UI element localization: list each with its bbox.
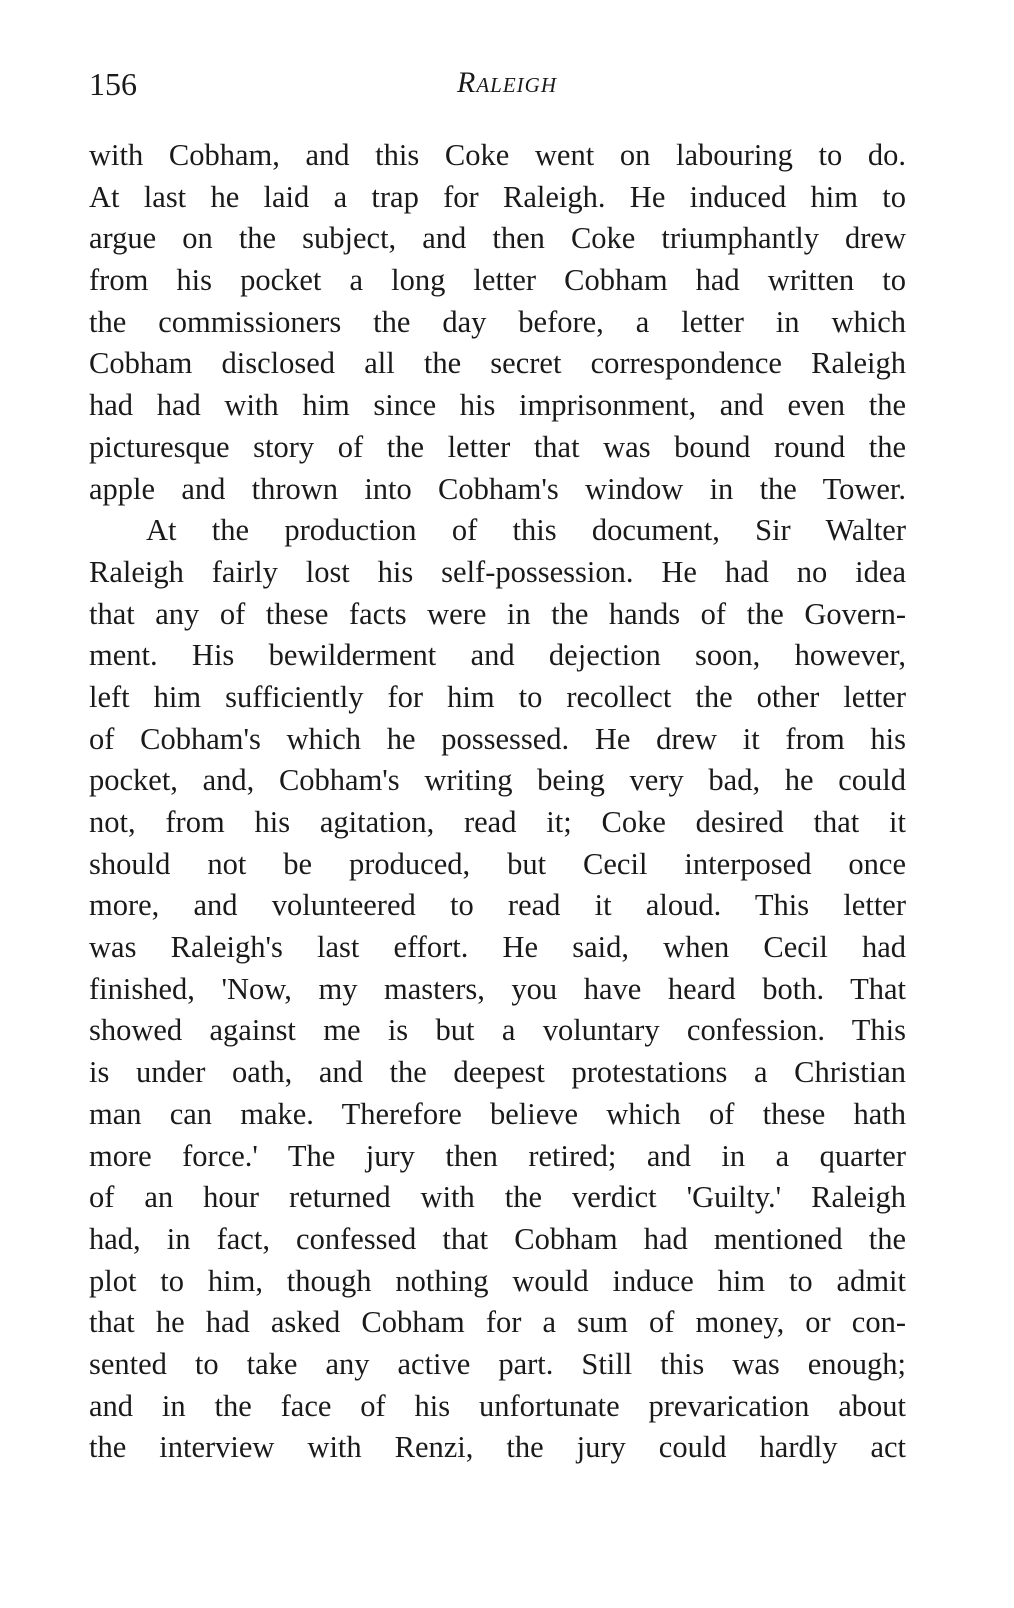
text-line: At last he laid a trap for Raleigh. He induced him to (89, 179, 906, 214)
text-line: should not be produced, but Cecil interposed once (89, 846, 906, 881)
text-line: is under oath, and the deepest protestations a Christian (89, 1055, 906, 1090)
text-line: the interview with Renzi, the jury could hardly act (89, 1430, 906, 1465)
text-line: Cobham disclosed all the secret correspondence Raleigh (89, 346, 906, 381)
text-line: At the production of this document, Sir Walter (146, 513, 906, 548)
text-line: from his pocket a long letter Cobham had written to (89, 263, 906, 298)
text-line: showed against me is but a voluntary confession. This (89, 1013, 906, 1048)
text-line: that he had asked Cobham for a sum of money, or con- (89, 1305, 906, 1340)
page-number: 156 (89, 66, 137, 102)
text-line: apple and thrown into Cobham's window in the Tower. (89, 471, 906, 506)
text-line: finished, 'Now, my masters, you have heard both. That (89, 971, 906, 1006)
text-line: ment. His bewilderment and dejection soon, however, (89, 638, 906, 673)
text-line: and in the face of his unfortunate prevarication about (89, 1388, 906, 1423)
text-line: man can make. Therefore believe which of these hath (89, 1096, 906, 1131)
text-line: Raleigh fairly lost his self-possession. He had no idea (89, 554, 906, 589)
text-line: pocket, and, Cobham's writing being very bad, he could (89, 763, 906, 798)
text-line: had had with him since his imprisonment, and even the (89, 388, 906, 423)
text-line: the commissioners the day before, a letter in which (89, 304, 906, 339)
text-line: that any of these facts were in the hands of the Govern- (89, 596, 906, 631)
text-line: plot to him, though nothing would induce him to admit (89, 1263, 906, 1298)
text-line: was Raleigh's last effort. He said, when Cecil had (89, 930, 906, 965)
text-line: sented to take any active part. Still this was enough; (89, 1346, 906, 1381)
text-line: with Cobham, and this Coke went on labouring to do. (89, 138, 906, 172)
text-line: argue on the subject, and then Coke triumphantly drew (89, 221, 906, 256)
text-line: of an hour returned with the verdict 'Guilty.' Raleigh (89, 1180, 906, 1215)
text-line: of Cobham's which he possessed. He drew it from his (89, 721, 906, 756)
running-head-title: Raleigh (457, 66, 557, 99)
text-line: more, and volunteered to read it aloud. This letter (89, 888, 906, 923)
text-line: picturesque story of the letter that was bound round the (89, 429, 906, 464)
running-head (0, 66, 1014, 100)
body-text (89, 135, 906, 1469)
text-line: had, in fact, confessed that Cobham had mentioned the (89, 1221, 906, 1256)
text-line: not, from his agitation, read it; Coke desired that it (89, 805, 906, 839)
text-line: left him sufficiently for him to recollect the other letter (89, 679, 906, 714)
text-line: more force.' The jury then retired; and in a quarter (89, 1138, 906, 1173)
